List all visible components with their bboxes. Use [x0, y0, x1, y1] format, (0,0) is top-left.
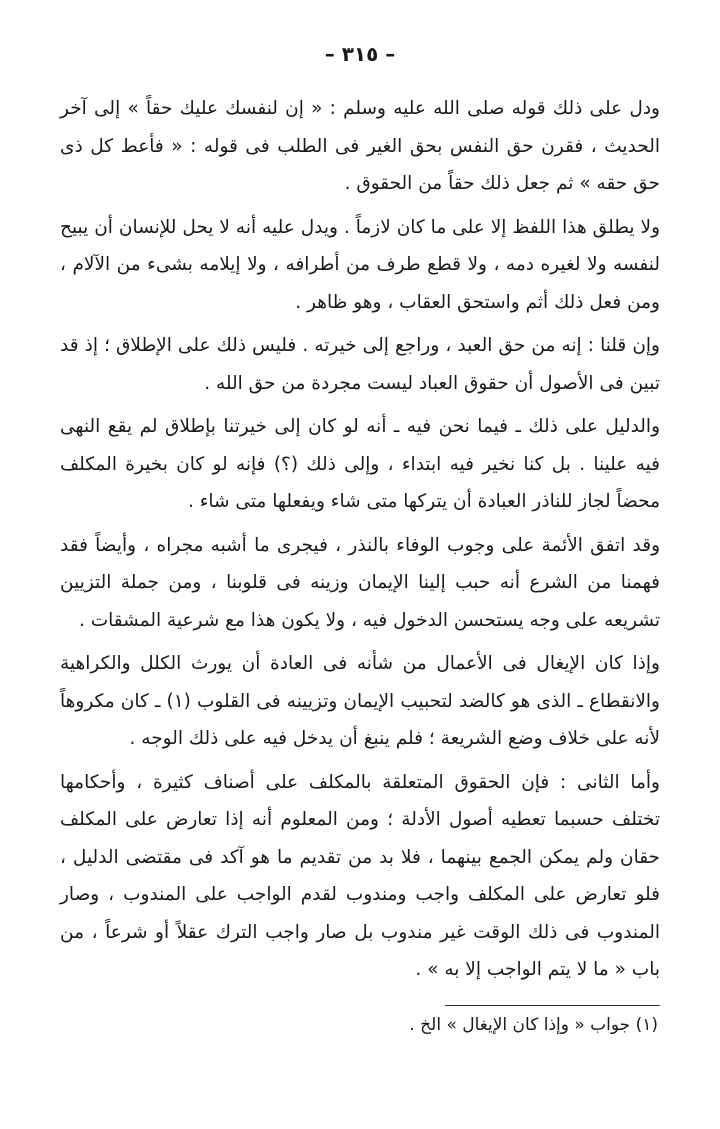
paragraph: ولا يطلق هذا اللفظ إلا على ما كان لازماً . ويدل عليه أنه لا يحل للإنسان أن يبيح لنفسه ولا لغيره دمه ، ولا قطع طرف من أطرافه ، ولا إيلامه بشىء من الآلام ، ومن فعل ذلك أثم واستحق العقاب ، وهو ظاهر .: [60, 216, 660, 313]
paragraph: والدليل على ذلك ـ فيما نحن فيه ـ أنه لو كان إلى خيرتنا بإطلاق لم يقع النهى فيه علينا . بل كنا نخير فيه ابتداء ، وإلى ذلك (؟) فإنه لو كان بخيرة المكلف محضاً لجاز للناذر العبادة أن يتركها متى شاء ويفعلها متى شاء .: [60, 416, 660, 512]
footnote: (١) جواب « وإذا كان الإيغال » الخ .: [409, 1015, 658, 1035]
paragraph: وقد اتفق الأئمة على وجوب الوفاء بالنذر ، فيجرى ما أشبه مجراه ، وأيضاً فقد فهمنا من الشرع أنه حبب إلينا الإيمان وزينه فى قلوبنا ، ومن جملة التزيين تشريعه على وجه يستحسن الدخول فيه ، ولا يكون هذا مع شرعية المشقات .: [60, 534, 660, 631]
paragraph: وإن قلنا : إنه من حق العبد ، وراجع إلى خيرته . فليس ذلك على الإطلاق ؛ إذ قد تبين فى الأصول أن حقوق العباد ليست مجردة من حق الله .: [60, 335, 660, 394]
main-text: [60, 90, 660, 989]
paragraph: وأما الثانى : فإن الحقوق المتعلقة بالمكلف على أصناف كثيرة ، وأحكامها تختلف حسبما تعطيه أصول الأدلة ؛ ومن المعلوم أنه إذا تعارض على المكلف حقان ولم يمكن الجمع بينهما ، فلا بد من تقديم ما هو آكد فى مقتضى الدليل ، فلو تعارض على المكلف واجب ومندوب لقدم الواجب على المندوب ، وصار المندوب فى ذلك الوقت غير مندوب بل صار واجب الترك عقلاً أو شرعاً ، من باب « ما لا يتم الواجب إلا به » .: [60, 771, 660, 980]
footnote-divider: [445, 1005, 660, 1006]
paragraph: ودل على ذلك قوله صلى الله عليه وسلم : « إن لنفسك عليك حقاً » إلى آخر الحديث ، فقرن حق النفس بحق الغير فى الطلب فى قوله : « فأعط كل ذى حق حقه » ثم جعل ذلك حقاً من الحقوق .: [60, 98, 660, 194]
page-number: – ٣١٥ –: [324, 42, 396, 66]
paragraph: وإذا كان الإيغال فى الأعمال من شأنه فى العادة أن يورث الكلل والكراهية والانقطاع ـ الذى هو كالضد لتحبيب الإيمان وتزيينه فى القلوب (١) ـ كان مكروهاً لأنه على خلاف وضع الشريعة ؛ فلم ينبغ أن يدخل فيه على ذلك الوجه .: [60, 653, 660, 749]
